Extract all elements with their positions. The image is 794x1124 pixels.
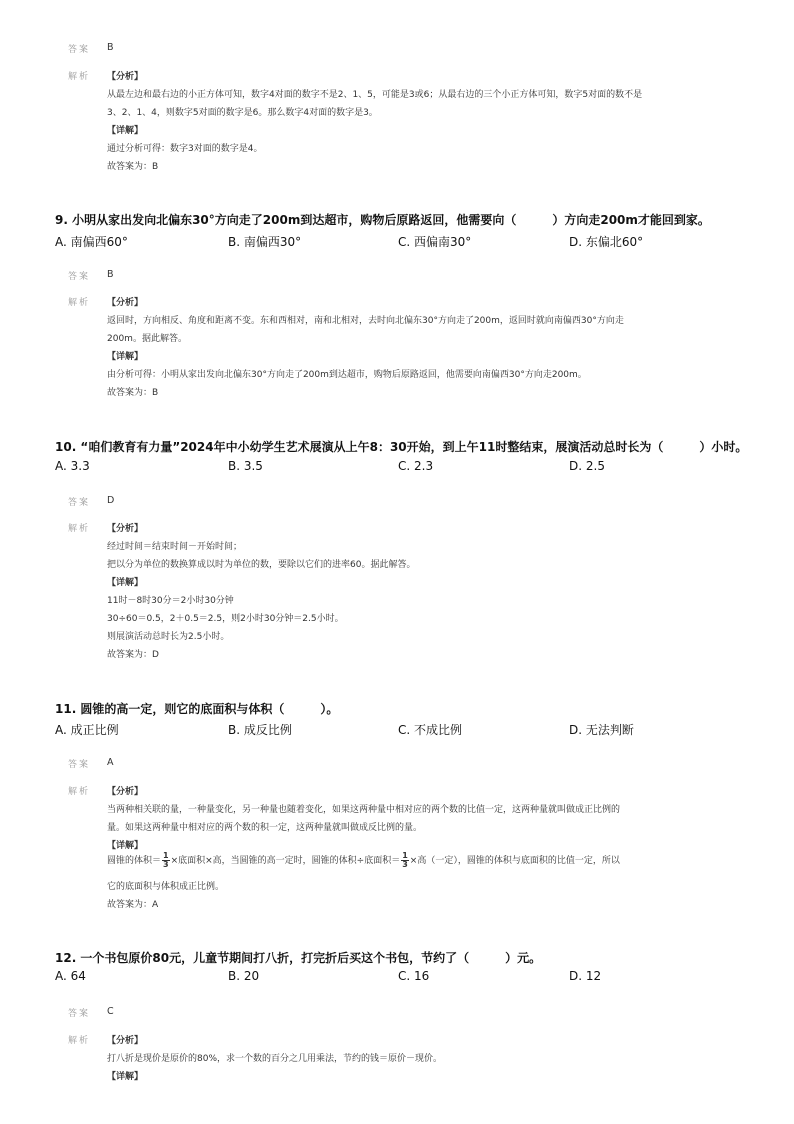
option-a[interactable]: A. 3.3	[55, 459, 90, 473]
analysis-text: 量。如果这两种量中相对应的两个数的积一定，这两种量就叫做成反比例的量。	[107, 823, 423, 833]
answer-label: 答案	[68, 1009, 91, 1019]
answer-value: D	[107, 495, 115, 506]
analysis-label: 解析	[68, 1036, 91, 1046]
question-stem: 10. “咱们教育有力量”2024年中小幼学生艺术展演从上午8：30开始，到上午11时整结束，展演活动总时长为（ ）小时。	[55, 440, 748, 454]
answer-value: B	[107, 269, 114, 280]
answer-value: C	[107, 1006, 114, 1017]
option-b[interactable]: B. 南偏西30°	[228, 235, 302, 249]
question-stem: 11. 圆锥的高一定，则它的底面积与体积（ ）。	[55, 702, 339, 716]
analysis-label: 解析	[68, 787, 91, 797]
detail-heading: 【详解】	[107, 352, 144, 362]
analysis-heading: 【分析】	[107, 524, 144, 534]
option-d[interactable]: D. 无法判断	[569, 723, 634, 737]
option-c[interactable]: C. 2.3	[398, 459, 434, 473]
options-row	[55, 721, 695, 737]
detail-text-part: 圆锥的体积＝	[107, 856, 162, 866]
detail-text: 则展演活动总时长为2.5小时。	[107, 632, 230, 642]
detail-text: 它的底面积与体积成正比例。	[107, 882, 225, 892]
fraction-one-third	[401, 852, 409, 869]
answer-label: 答案	[68, 760, 91, 770]
conclusion-text: 故答案为：D	[107, 650, 159, 660]
fraction-numerator: 1	[402, 851, 408, 860]
option-d[interactable]: D. 12	[569, 969, 602, 983]
fraction-numerator: 1	[163, 851, 169, 860]
analysis-text: 从最左边和最右边的小正方体可知，数字4对面的数字不是2、1、5，可能是3或6；从最右边的三个小正方体可知，数字5对面的数不是	[107, 90, 643, 100]
fraction-one-third	[162, 852, 170, 869]
analysis-text: 3、2、1、4，则数字5对面的数字是6。那么数字4对面的数字是3。	[107, 108, 378, 118]
analysis-heading: 【分析】	[107, 72, 144, 82]
analysis-heading: 【分析】	[107, 787, 144, 797]
option-d[interactable]: D. 2.5	[569, 459, 605, 473]
detail-heading: 【详解】	[107, 1072, 144, 1082]
detail-text-part: ×底面积×高，当圆锥的高一定时，圆锥的体积÷底面积＝	[170, 856, 401, 866]
option-d[interactable]: D. 东偏北60°	[569, 235, 644, 249]
analysis-text: 返回时，方向相反、角度和距离不变。东和西相对，南和北相对，去时向北偏东30°方向走了200m，返回时就向南偏西30°方向走	[107, 316, 624, 326]
detail-heading: 【详解】	[107, 578, 144, 588]
option-a[interactable]: A. 64	[55, 969, 86, 983]
analysis-text: 打八折是现价是原价的80%，求一个数的百分之几用乘法，节约的钱＝原价－现价。	[107, 1054, 443, 1064]
detail-text: 30÷60＝0.5，2＋0.5＝2.5，则2小时30分钟＝2.5小时。	[107, 614, 344, 624]
option-c[interactable]: C. 不成比例	[398, 723, 463, 737]
fraction-denominator: 3	[402, 860, 408, 869]
options-row	[55, 459, 695, 475]
option-c[interactable]: C. 16	[398, 969, 430, 983]
detail-text: 由分析可得：小明从家出发向北偏东30°方向走了200m到达超市，购物后原路返回，他需要向南偏西30°方向走200m。	[107, 370, 587, 380]
option-a[interactable]: A. 成正比例	[55, 723, 119, 737]
option-a[interactable]: A. 南偏西60°	[55, 235, 128, 249]
conclusion-text: 故答案为：B	[107, 388, 159, 398]
question-stem: 12. 一个书包原价80元，儿童节期间打八折，打完折后买这个书包，节约了（ ）元。	[55, 951, 542, 965]
detail-heading: 【详解】	[107, 841, 144, 851]
option-b[interactable]: B. 20	[228, 969, 260, 983]
analysis-heading: 【分析】	[107, 1036, 144, 1046]
detail-text: 通过分析可得：数字3对面的数字是4。	[107, 144, 263, 154]
detail-text: 11时－8时30分＝2小时30分钟	[107, 596, 234, 606]
conclusion-text: 故答案为：A	[107, 900, 159, 910]
options-row	[55, 969, 695, 985]
analysis-label: 解析	[68, 298, 91, 308]
analysis-label: 解析	[68, 524, 91, 534]
option-c[interactable]: C. 西偏南30°	[398, 235, 472, 249]
options-row	[55, 233, 695, 249]
analysis-text: 200m。据此解答。	[107, 334, 187, 344]
question-stem: 9. 小明从家出发向北偏东30°方向走了200m到达超市，购物后原路返回，他需要向（ ）方向走200m才能回到家。	[55, 213, 710, 227]
answer-value: A	[107, 757, 114, 768]
option-b[interactable]: B. 3.5	[228, 459, 263, 473]
option-b[interactable]: B. 成反比例	[228, 723, 292, 737]
analysis-text: 当两种相关联的量，一种量变化，另一种量也随着变化，如果这两种量中相对应的两个数的比值一定，这两种量就叫做成正比例的	[107, 805, 621, 815]
analysis-text: 把以分为单位的数换算成以时为单位的数，要除以它们的进率60。据此解答。	[107, 560, 416, 570]
analysis-heading: 【分析】	[107, 298, 144, 308]
analysis-label: 解析	[68, 72, 91, 82]
answer-label: 答案	[68, 272, 91, 282]
analysis-text: 经过时间＝结束时间－开始时间；	[107, 542, 243, 552]
answer-value: B	[107, 42, 114, 53]
detail-heading: 【详解】	[107, 126, 144, 136]
detail-text	[107, 852, 620, 869]
answer-label: 答案	[68, 45, 91, 55]
fraction-denominator: 3	[163, 860, 169, 869]
conclusion-text: 故答案为：B	[107, 162, 159, 172]
answer-label: 答案	[68, 498, 91, 508]
detail-text-part: ×高（一定），圆锥的体积与底面积的比值一定，所以	[409, 856, 620, 866]
